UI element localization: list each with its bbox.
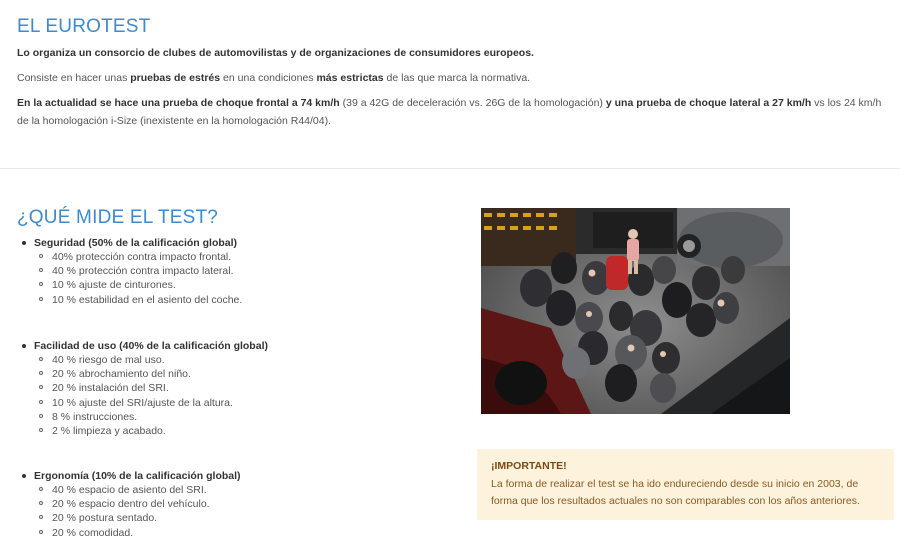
list-item: 20 % abrochamiento del niño. [20, 367, 440, 381]
list-item: 20 % postura sentado. [20, 511, 440, 525]
criteria-group-heading: Ergonomía (10% de la calificación global) [20, 469, 440, 483]
car-seats-photo-illustration [481, 208, 790, 414]
car-seats-photo [481, 208, 790, 414]
section-title-test-measures: ¿QUÉ MIDE EL TEST? [17, 207, 219, 228]
list-item: 8 % instrucciones. [20, 410, 440, 424]
important-note-body: La forma de realizar el test se ha ido endureciendo desde su inicio en 2003, de forma que los resultados actuales no son comparables con los años anteriores. [491, 478, 860, 507]
bold-span: En la actualidad se hace una prueba de choque frontal a 74 km/h [17, 97, 340, 109]
list-item: 10 % ajuste del SRI/ajuste de la altura. [20, 396, 440, 410]
list-item: 40 % espacio de asiento del SRI. [20, 483, 440, 497]
text-span: (39 a 42G de deceleración vs. 26G de la homologación) [339, 97, 606, 109]
list-item: 10 % estabilidad en el asiento del coche. [20, 293, 440, 307]
list-item: 40% protección contra impacto frontal. [20, 250, 440, 264]
criteria-list [20, 353, 440, 438]
crash-test-paragraph [17, 94, 887, 130]
eurotest-section [17, 16, 887, 127]
section-title-eurotest: EL EUROTEST [17, 16, 151, 37]
list-item: 2 % limpieza y acabado. [20, 424, 440, 438]
list-item: 40 % riesgo de mal uso. [20, 353, 440, 367]
text-span: de las que marca la normativa. [383, 72, 531, 84]
list-item: 10 % ajuste de cinturones. [20, 278, 440, 292]
text-span: vs los 24 km/h de la homologación i-Size (inexistente en la homologación R44/04). [17, 97, 882, 127]
bold-span: y una prueba de choque lateral a 27 km/h [605, 97, 812, 109]
criteria-group-seguridad [20, 236, 440, 307]
important-note-title: ¡IMPORTANTE! [491, 460, 567, 472]
bold-span: pruebas de estrés [130, 72, 221, 84]
criteria-group-heading: Seguridad (50% de la calificación global) [20, 236, 440, 250]
list-item: 20 % espacio dentro del vehículo. [20, 497, 440, 511]
section-divider [0, 168, 900, 169]
list-item: 40 % protección contra impacto lateral. [20, 264, 440, 278]
bold-span: más estrictas [316, 72, 384, 84]
text-span: en una condiciones [220, 72, 317, 84]
criteria-list [20, 483, 440, 540]
text-span: Consiste en hacer unas [17, 72, 131, 84]
criteria-group-heading: Facilidad de uso (40% de la calificación global) [20, 339, 440, 353]
criteria-list [20, 250, 440, 307]
list-item: 20 % instalación del SRI. [20, 381, 440, 395]
description-paragraph [17, 69, 530, 87]
criteria-group-facilidad [20, 339, 440, 438]
criteria-group-ergonomia [20, 469, 440, 540]
intro-paragraph: Lo organiza un consorcio de clubes de automovilistas y de organizaciones de consumidores europeos. [17, 47, 534, 59]
list-item: 20 % comodidad. [20, 526, 440, 540]
important-note [477, 449, 894, 520]
